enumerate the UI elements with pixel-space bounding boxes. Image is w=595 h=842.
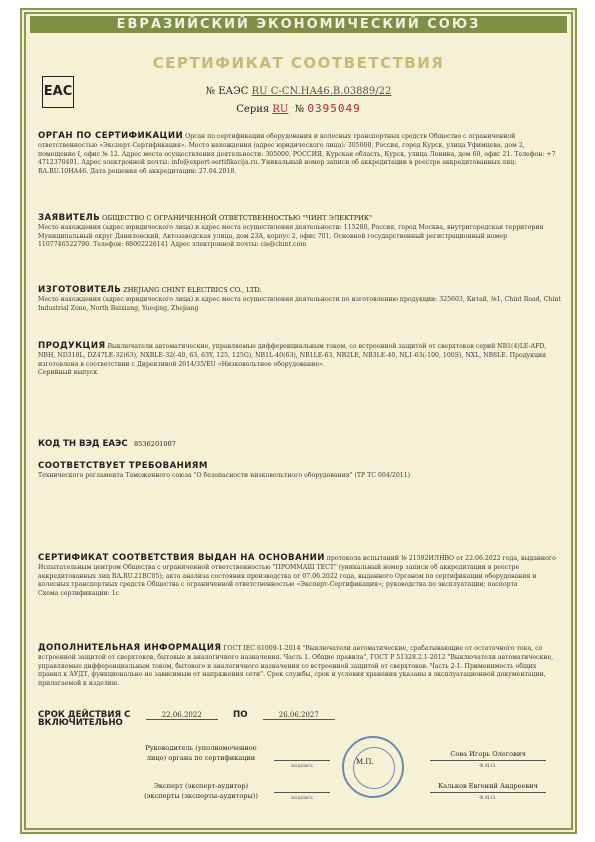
- organ-text: Орган по сертификации оборудования и колесных транспортных средств Общество с ограниченной ответственностью «Эксперт-Сертификация». Место нахождения (адрес юридического лица): 305000, Россия, город Курск, улица Уфимцева, дом 2, помещение I, офис № 12. Адрес места осуществления деятельности: 305000, РОССИЯ, Курская область, Курск, улица Ленина, дом 60, офис 21. Телефон: +7 4712370491. Адрес электронной почты: info@expert-sertifikacija.ru. Уникальный номер записи об аккредитации в реестре аккредитованных лиц: RA.RU.10НА46. Дата решения об аккредитации: 27.04.2018.: [38, 133, 556, 176]
- union-banner: ЕВРАЗИЙСКИЙ ЭКОНОМИЧЕСКИЙ СОЮЗ: [30, 16, 567, 33]
- head-name: Сова Игорь Олегович: [450, 750, 526, 758]
- head-name-line: [430, 760, 546, 761]
- expert-label-1: Эксперт (эксперт-аудитор): [153, 782, 249, 790]
- applicant-name: ОБЩЕСТВО С ОГРАНИЧЕННОЙ ОТВЕТСТВЕННОСТЬЮ "ЧИНТ ЭЛЕКТРИК": [102, 214, 373, 222]
- code-section: [38, 439, 176, 449]
- valid-to-date: 26.06.2027: [263, 711, 335, 720]
- conforms-section: [38, 462, 561, 481]
- valid-from-date: 22.06.2022: [146, 711, 218, 720]
- basis-heading: СЕРТИФИКАТ СООТВЕТСТВИЯ ВЫДАН НА ОСНОВАНИИ: [38, 553, 325, 563]
- certificate-title: СЕРТИФИКАТ СООТВЕТСТВИЯ: [152, 54, 445, 72]
- expert-label-2: (эксперты (эксперты-аудиторы)): [144, 792, 258, 800]
- head-signature-caption: подпись: [291, 763, 313, 769]
- organ-section: [38, 132, 561, 177]
- code-value: 8536201007: [133, 440, 176, 448]
- valid-to-label: ПО: [233, 710, 248, 720]
- validity-heading: СРОК ДЕЙСТВИЯ С: [38, 710, 131, 720]
- conforms-heading: СООТВЕТСТВУЕТ ТРЕБОВАНИЯМ: [38, 461, 208, 471]
- serial-prefix: №: [294, 104, 305, 115]
- manufacturer-name: ZHEJIANG CHINT ELECTRICS CO., LTD.: [123, 286, 262, 294]
- product-section: [38, 342, 561, 378]
- basis-section: [38, 554, 561, 599]
- series-label: Серия: [236, 104, 270, 115]
- extra-section: [38, 644, 561, 689]
- expert-name: Кальков Евгений Андреевич: [438, 782, 538, 790]
- expert-name-line: [430, 792, 546, 793]
- seal-stamp: [342, 736, 404, 798]
- extra-heading: ДОПОЛНИТЕЛЬНАЯ ИНФОРМАЦИЯ: [38, 643, 222, 653]
- basis-text: протокола испытаний № 21592ИЛНВО от 22.06.2022 года, выданного Испытательным центром Общества с ограниченной ответственностью "ПРОММАШ ТЕСТ" (уникальный номер записи об аккредитации в реестре аккредитованных лиц RA.RU.21ВС05); акта анализа состояния производства от 07.06.2022 года, выданного Органом по сертификации оборудования и колесных транспортных средств Общества с ограниченной ответственностью «Эксперт-Сертификация»; руководства по эксплуатации; паспорта: [38, 555, 556, 589]
- product-text: Выключатели автоматические, управляемые дифференциальным током, со встроенной защитой от сверхтоков серий NB1(4)LE-AFD, NBH, ND310L, DZ47LE-32(63), NXBLE-32(-40, 63, 63Y, 125, 125G), NB1L-40(63), NB1LE-63, NB2LE, NB3LE-40, NL1-63(-100, 100S), NXL, NB8LE. Продукция изготовлена в соответствии с Директивой 2014/35/EU «Низковольтное оборудование».: [38, 343, 547, 368]
- seal-label: М.П.: [356, 758, 374, 766]
- number-prefix: № ЕАЭС: [205, 86, 249, 97]
- applicant-text: Место нахождения (адрес юридического лица) и адрес места осуществления деятельности: 115280, Россия, город Москва, внутригородская территория Муниципальный округ Даниловский, Автозаводская улица, дом 23А, корпус 2, офис 701. Основной государственный регистрационный номер 1107746522790. Телефон: 88002226141 Адрес электронной почты: cis@chint.com: [38, 223, 544, 249]
- manufacturer-heading: ИЗГОТОВИТЕЛЬ: [38, 285, 122, 295]
- eac-logo: EAC: [42, 76, 74, 108]
- expert-signature-caption: подпись: [291, 795, 313, 801]
- code-heading: КОД ТН ВЭД ЕАЭС: [38, 439, 128, 449]
- head-name-caption: Ф.И.О.: [479, 763, 497, 769]
- conforms-text: Технического регламента Таможенного союза "О безопасности низковольтного оборудования" (ТР ТС 004/2011): [38, 471, 411, 479]
- organ-heading: ОРГАН ПО СЕРТИФИКАЦИИ: [38, 131, 184, 141]
- manufacturer-text: Место нахождения (адрес юридического лица) и адрес места осуществления деятельности по изготовлению продукции: 325603, Китай, №1, Chint Road, Chint Industrial Zone, North Baixiang, Yueqing, Zhejiang: [38, 295, 561, 312]
- series-value: RU: [272, 104, 289, 115]
- extra-text: ГОСТ IEC 61009-1-2014 "Выключатели автоматические, срабатывающие от остаточного тока, со встроенной защитой от сверхтоков, бытовые и аналогичного назначения. Часть 1. Общие правила", ГОСТ Р 51328.2.1-2012 "Выключатели автоматические, управляемые дифференциальным током, бытового и аналогичного назначения со встроенной защитой от сверхтоков. Часть 2-1. Применимость общих правил к АУДТ, функционально не зависимым от напряжения сети". Срок службы, срок и условия хранения указаны в эксплуатационной документации, прилагаемой к изделию.: [38, 645, 554, 688]
- head-label-2: лицо) органа по сертификации: [146, 754, 256, 762]
- applicant-section: [38, 214, 561, 250]
- applicant-heading: ЗАЯВИТЕЛЬ: [38, 213, 101, 223]
- expert-signature-line: [274, 792, 330, 793]
- certificate-number: RU C-CN.НА46.В.03889/22: [251, 86, 392, 97]
- product-heading: ПРОДУКЦИЯ: [38, 341, 106, 351]
- certificate-number-line: [26, 86, 571, 97]
- product-note: Серийный выпуск: [38, 369, 98, 377]
- basis-scheme: Схема сертификации: 1с: [38, 590, 120, 598]
- manufacturer-section: [38, 286, 561, 313]
- certificate: [20, 8, 577, 834]
- inclusive-label: ВКЛЮЧИТЕЛЬНО: [38, 718, 123, 728]
- head-label-1: Руководитель (уполномоченное: [145, 744, 257, 752]
- serial-number: 0395049: [307, 102, 361, 115]
- series-line: [26, 102, 571, 115]
- expert-name-caption: Ф.И.О.: [479, 795, 497, 801]
- head-signature-line: [274, 760, 330, 761]
